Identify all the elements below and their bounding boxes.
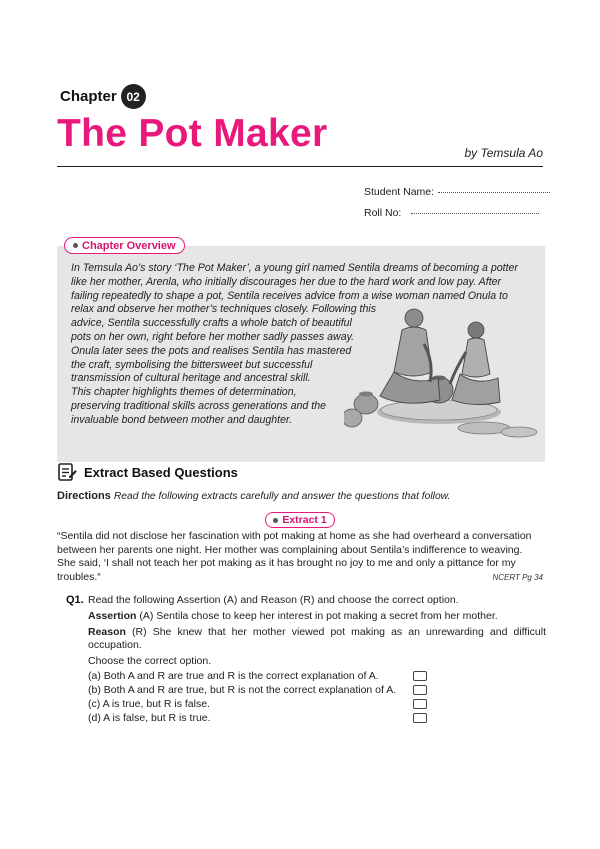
roll-no-label: Roll No: — [364, 207, 402, 219]
option-b-checkbox[interactable] — [413, 685, 427, 695]
title-divider — [57, 166, 543, 167]
extract-heading: Extract 1 — [282, 514, 327, 526]
option-c: (c) A is true, but R is false. — [88, 698, 210, 710]
assertion-label: Assertion — [88, 610, 137, 622]
option-c-checkbox[interactable] — [413, 699, 427, 709]
extract-text — [57, 530, 545, 584]
potters-illustration — [344, 300, 544, 446]
overview-line: advice, Sentila successfully crafts a whole batch of beautiful — [71, 317, 352, 330]
reason-label: Reason — [88, 626, 126, 638]
edit-note-icon — [57, 462, 77, 482]
page-title: The Pot Maker — [57, 112, 328, 155]
chapter-label — [60, 84, 146, 109]
question-prompt: Read the following Assertion (A) and Reason (R) and choose the correct option. — [88, 594, 459, 606]
overview-line: Onula later sees the pots and realises Sentila has mastered — [71, 344, 352, 357]
overview-line: This chapter highlights themes of determination, — [71, 386, 297, 399]
option-d-checkbox[interactable] — [413, 713, 427, 723]
reason-text: (R) She knew that her mother viewed pot making as an unrewarding and difficult occupation. — [88, 626, 546, 651]
extract-line: troubles.“ — [57, 570, 101, 583]
overview-line: relax and observe her mother’s techniques closely. Following this — [71, 303, 377, 316]
option-b: (b) Both A and R are true, but R is not the correct explanation of A. — [88, 684, 397, 696]
overview-line: pots on her own, right before her mother sadly passes away. — [71, 330, 355, 343]
overview-line: failing repeatedly to shape a pot, Sentila receives advice from a wise woman named Onula to — [71, 289, 508, 302]
roll-no-field[interactable] — [364, 207, 539, 219]
option-d: (d) A is false, but R is true. — [88, 712, 211, 724]
overview-line: transmission of cultural heritage and ancestral skill. — [71, 372, 311, 385]
author-line: by Temsula Ao — [464, 146, 543, 160]
overview-line: the craft, symbolising the bittersweet but successful — [71, 358, 313, 371]
extract-tag — [265, 512, 335, 528]
roll-no-blank[interactable] — [411, 213, 539, 214]
extract-line: “Sentila did not disclose her fascination with pot making at home as she had overheard a conversation — [57, 530, 532, 542]
assertion-text: (A) Sentila chose to keep her interest in pot making a secret from her mother. — [139, 610, 498, 622]
overview-line: invaluable bond between mother and daughter. — [71, 413, 293, 426]
chapter-overview-heading: Chapter Overview — [82, 239, 176, 252]
directions-label: Directions — [57, 490, 111, 502]
directions-text: Read the following extracts carefully and answer the questions that follow. — [113, 491, 451, 502]
chapter-word: Chapter — [60, 88, 117, 105]
chapter-overview-tag — [64, 237, 185, 254]
ncert-reference: NCERT Pg 34 — [492, 573, 543, 582]
extract-line: She said, ‘I shall not teach her pot making as it has brought no joy to me and only a pittance for my — [57, 557, 516, 569]
student-name-label: Student Name: — [364, 186, 435, 198]
overview-line: like her mother, Arenla, who initially discourages her due to the hard work and low pay. After — [71, 275, 502, 288]
overview-line: preserving traditional skills across generations and the — [71, 399, 326, 412]
directions — [57, 490, 450, 502]
extract-line: between her parents one night. Her mother was complaining about Sentila’s indifference to weaving. — [57, 543, 523, 556]
reason-line — [88, 626, 546, 652]
choose-instruction: Choose the correct option. — [88, 655, 212, 667]
overview-line: In Temsula Ao’s story ‘The Pot Maker’, a young girl named Sentila dreams of becoming a potter — [71, 262, 518, 274]
option-a-checkbox[interactable] — [413, 671, 427, 681]
student-name-field[interactable] — [364, 186, 550, 198]
option-a: (a) Both A and R are true and R is the correct explanation of A. — [88, 670, 379, 682]
chapter-number-badge: 02 — [121, 84, 146, 109]
bullet-icon — [273, 518, 278, 523]
question-number: Q1. — [66, 594, 84, 606]
section-title: Extract Based Questions — [84, 465, 238, 480]
assertion-line — [88, 610, 498, 622]
student-name-blank[interactable] — [438, 192, 550, 193]
bullet-icon — [73, 243, 78, 248]
